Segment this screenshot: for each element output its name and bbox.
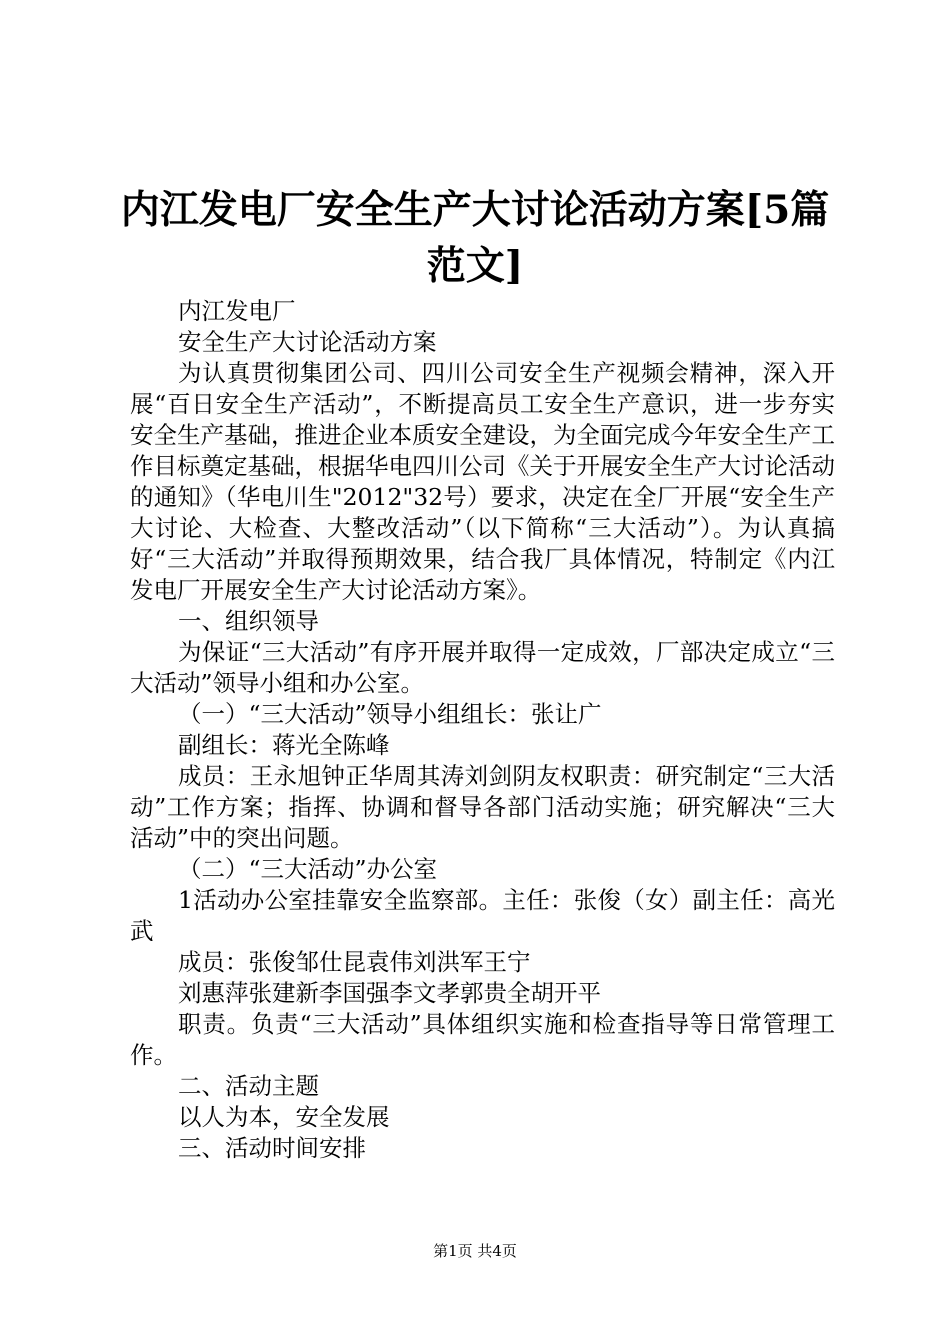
paragraph-office-director: 1活动办公室挂靠安全监察部。主任：张俊（女）副主任：高光武 [130, 886, 835, 945]
document-body [130, 296, 835, 1164]
paragraph-deputy-leaders: 副组长：蒋光全陈峰 [178, 731, 390, 759]
paragraph-office-duties: 职责。负责“三大活动”具体组织实施和检查指导等日常管理工作。 [130, 1010, 835, 1069]
heading-schedule: 三、活动时间安排 [178, 1134, 366, 1162]
paragraph-members-duties: 成员：王永旭钟正华周其涛刘剑阴友权职责：研究制定“三大活动”工作方案；指挥、协调和督导各部门活动实施；研究解决“三大活动”中的突出问题。 [130, 762, 835, 852]
paragraph-office: （二）“三大活动”办公室 [178, 855, 438, 883]
document-title: 内江发电厂安全生产大讨论活动方案[5篇范文] [120, 187, 830, 289]
paragraph-intro: 为认真贯彻集团公司、四川公司安全生产视频会精神，深入开展“百日安全生产活动”，不断提高员工安全生产意识，进一步夯实安全生产基础，推进企业本质安全建设，为全面完成今年安全生产工作目标奠定基础，根据华电四川公司《关于开展安全生产大讨论活动的通知》（华电川生"2012"32号）要求，决定在全厂开展“安全生产大讨论、大检查、大整改活动”（以下简称“三大活动”）。为认真搞好“三大活动”并取得预期效果，结合我厂具体情况，特制定《内江发电厂开展安全生产大讨论活动方案》。 [130, 359, 835, 604]
paragraph-office-members: 成员：张俊邹仕昆袁伟刘洪军王宁 [178, 948, 531, 976]
heading-organization: 一、组织领导 [178, 607, 319, 635]
paragraph-theme: 以人为本，安全发展 [178, 1103, 390, 1131]
paragraph-organization: 为保证“三大活动”有序开展并取得一定成效，厂部决定成立“三大活动”领导小组和办公室。 [130, 638, 835, 697]
paragraph-leader-group: （一）“三大活动”领导小组组长：张让广 [178, 700, 602, 728]
page-footer: 第1页 共4页 [433, 1242, 517, 1260]
paragraph-org-name: 内江发电厂 [178, 297, 296, 325]
paragraph-office-members-cont: 刘惠萍张建新李国强李文孝郭贵全胡开平 [178, 979, 601, 1007]
heading-theme: 二、活动主题 [178, 1072, 319, 1100]
paragraph-plan-name: 安全生产大讨论活动方案 [178, 328, 437, 356]
